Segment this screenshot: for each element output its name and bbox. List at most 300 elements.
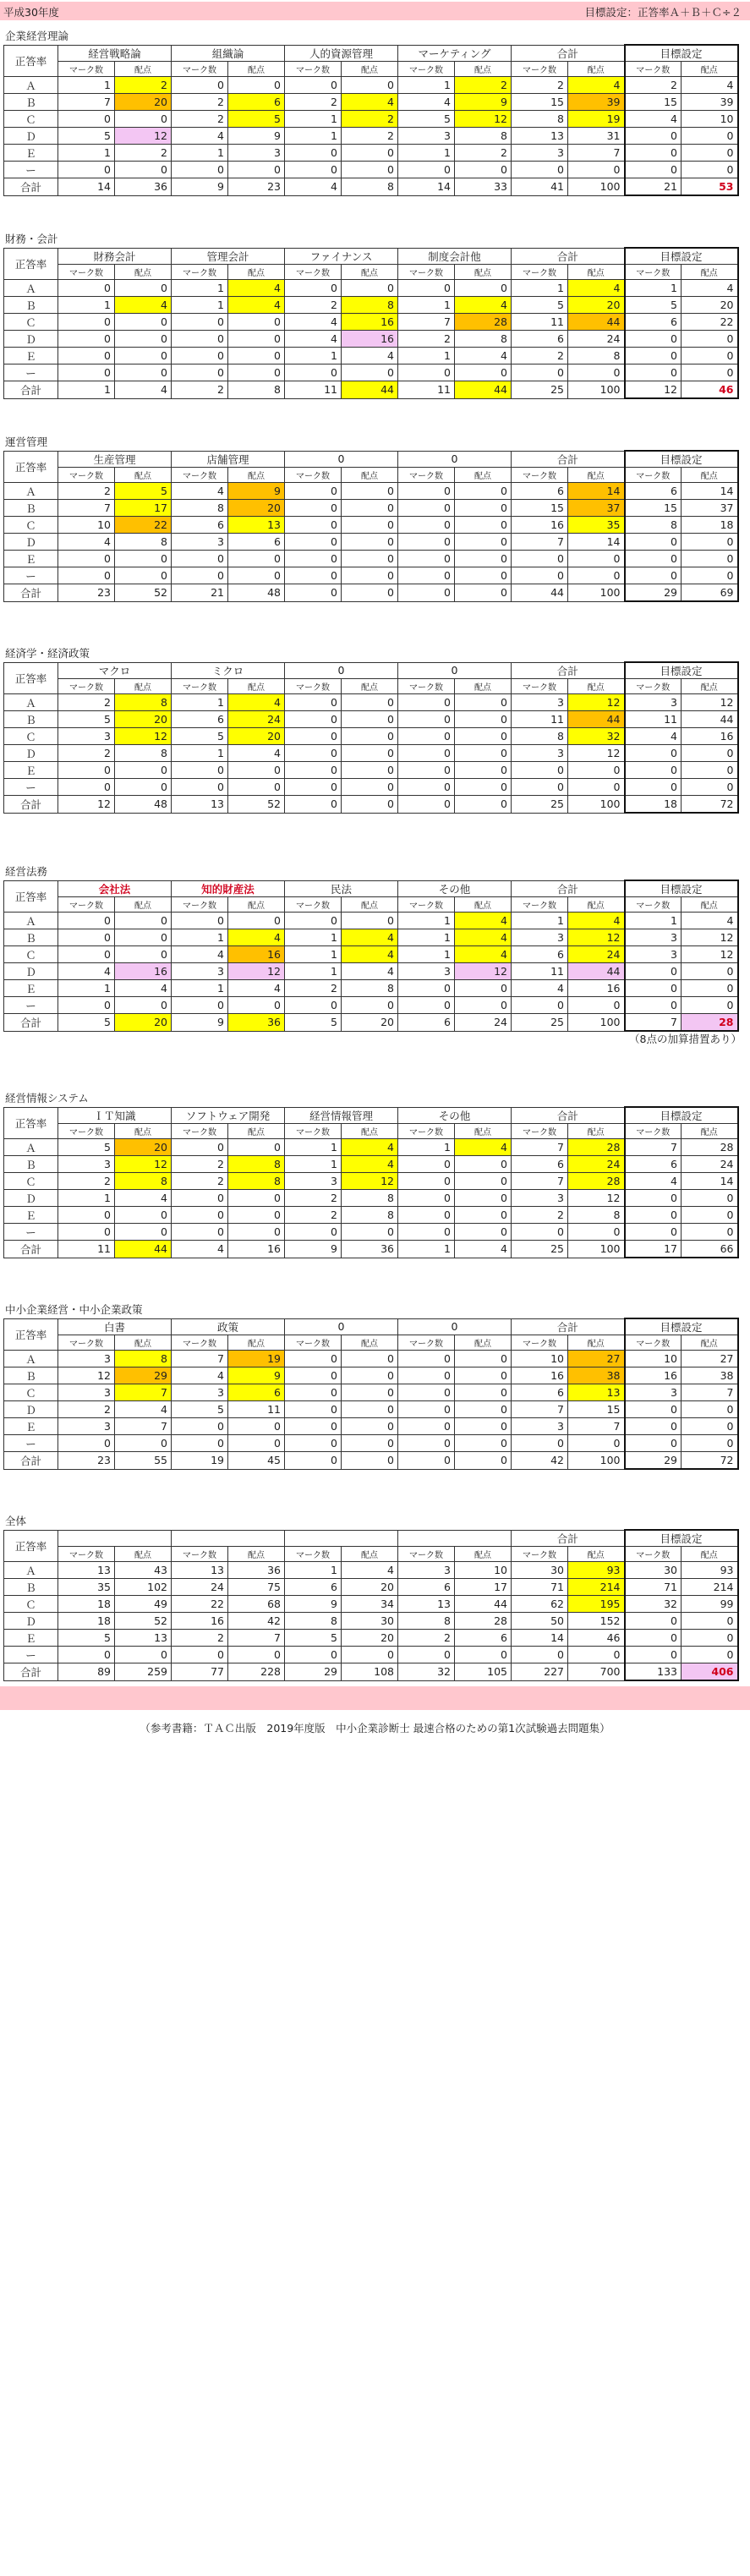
points-cell: 13	[228, 517, 285, 534]
subject-header: その他	[398, 1107, 512, 1124]
mark-count-cell: 8	[285, 1613, 342, 1630]
points-header: 配点	[682, 897, 738, 913]
points-cell: 8	[115, 694, 172, 711]
points-cell: 0	[342, 1435, 398, 1452]
mark-count-cell: 18	[625, 796, 682, 814]
mark-count-cell: 9	[285, 1241, 342, 1258]
points-cell: 0	[568, 162, 625, 178]
mark-count-cell: 0	[285, 1367, 342, 1384]
mark-count-cell: 4	[285, 331, 342, 348]
grade-label: Ａ	[4, 280, 58, 297]
points-cell: 12	[455, 111, 512, 128]
mark-count-cell: 0	[172, 567, 228, 584]
mark-count-cell: 3	[625, 1384, 682, 1401]
mark-count-cell: 42	[512, 1452, 568, 1470]
mark-count-header: マーク数	[398, 1124, 455, 1139]
mark-count-header: マーク数	[285, 1335, 342, 1351]
points-header: 配点	[568, 897, 625, 913]
mark-count-cell: 0	[398, 796, 455, 814]
mark-count-cell: 0	[285, 500, 342, 517]
score-sections	[0, 29, 750, 1681]
mark-count-cell: 0	[625, 745, 682, 762]
mark-count-cell: 0	[512, 567, 568, 584]
mark-count-header: マーク数	[398, 679, 455, 694]
mark-count-cell: 6	[398, 1579, 455, 1596]
grade-label: ー	[4, 997, 58, 1014]
mark-count-cell: 1	[398, 348, 455, 364]
grade-label: 合計	[4, 1014, 58, 1032]
points-cell: 4	[455, 1241, 512, 1258]
total-header: 合計	[512, 1530, 625, 1547]
points-cell: 13	[568, 1384, 625, 1401]
points-cell: 4	[455, 913, 512, 929]
mark-count-cell: 0	[625, 1207, 682, 1224]
mark-count-cell: 11	[512, 711, 568, 728]
subject-header	[58, 1530, 172, 1547]
mark-count-cell: 0	[58, 111, 115, 128]
mark-count-cell: 6	[398, 1014, 455, 1032]
mark-count-header: マーク数	[512, 1335, 568, 1351]
grade-label: Ａ	[4, 694, 58, 711]
points-cell: 0	[455, 745, 512, 762]
points-cell: 0	[682, 331, 738, 348]
mark-count-cell: 0	[285, 1647, 342, 1663]
mark-count-cell: 19	[172, 1452, 228, 1470]
points-header: 配点	[228, 468, 285, 483]
points-cell: 0	[228, 1418, 285, 1435]
mark-count-cell: 0	[512, 1435, 568, 1452]
mark-count-cell: 7	[625, 1014, 682, 1032]
points-header: 配点	[342, 468, 398, 483]
points-cell: 0	[568, 567, 625, 584]
points-cell: 228	[228, 1663, 285, 1681]
mark-count-cell: 0	[285, 913, 342, 929]
grade-label: Ａ	[4, 77, 58, 94]
subject-header: 白書	[58, 1318, 172, 1335]
points-cell: 0	[342, 1401, 398, 1418]
grade-label: ー	[4, 567, 58, 584]
mark-count-cell: 6	[625, 1156, 682, 1173]
points-cell: 0	[568, 997, 625, 1014]
mark-count-cell: 4	[58, 534, 115, 551]
points-cell: 0	[228, 1190, 285, 1207]
subject-header: 経営戦略論	[58, 45, 172, 62]
points-cell: 0	[455, 364, 512, 381]
mark-count-cell: 7	[58, 500, 115, 517]
grade-label: ー	[4, 1647, 58, 1663]
points-cell: 0	[455, 728, 512, 745]
points-cell: 39	[682, 94, 738, 111]
mark-count-cell: 1	[398, 913, 455, 929]
points-cell: 12	[682, 694, 738, 711]
points-cell: 0	[228, 1435, 285, 1452]
mark-count-cell: 0	[625, 997, 682, 1014]
mark-count-cell: 13	[172, 1562, 228, 1579]
grade-label: Ｃ	[4, 1173, 58, 1190]
points-cell: 22	[682, 314, 738, 331]
grade-label: Ｂ	[4, 711, 58, 728]
points-cell: 0	[682, 1190, 738, 1207]
mark-count-cell: 0	[398, 1190, 455, 1207]
subject-header: 人的資源管理	[285, 45, 398, 62]
mark-count-cell: 16	[625, 1367, 682, 1384]
mark-count-cell: 16	[172, 1613, 228, 1630]
points-cell: 0	[115, 929, 172, 946]
points-cell: 0	[455, 1384, 512, 1401]
points-cell: 33	[455, 178, 512, 196]
subject-header: ＩＴ知識	[58, 1107, 172, 1124]
mark-count-cell: 16	[512, 517, 568, 534]
points-cell: 0	[455, 534, 512, 551]
mark-count-cell: 11	[625, 711, 682, 728]
table-row	[4, 1190, 738, 1207]
points-cell: 4	[228, 745, 285, 762]
mark-count-cell: 0	[512, 551, 568, 567]
grade-label: 合計	[4, 1663, 58, 1681]
grade-label: Ｅ	[4, 1418, 58, 1435]
points-cell: 44	[455, 381, 512, 399]
points-header: 配点	[228, 679, 285, 694]
points-cell: 12	[568, 929, 625, 946]
table-row	[4, 728, 738, 745]
mark-count-cell: 0	[285, 1418, 342, 1435]
mark-count-cell: 6	[512, 331, 568, 348]
points-cell: 0	[682, 1630, 738, 1647]
mark-count-cell: 0	[398, 1367, 455, 1384]
mark-count-cell: 29	[285, 1663, 342, 1681]
mark-count-cell: 0	[398, 1351, 455, 1367]
section-0	[0, 29, 750, 196]
points-cell: 4	[228, 980, 285, 997]
points-cell: 7	[115, 1418, 172, 1435]
mark-count-cell: 8	[625, 517, 682, 534]
corner-label: 正答率	[4, 1107, 58, 1139]
points-cell: 8	[115, 534, 172, 551]
points-cell: 108	[342, 1663, 398, 1681]
table-row	[4, 1241, 738, 1258]
points-cell: 52	[115, 584, 172, 602]
points-cell: 0	[455, 1173, 512, 1190]
mark-count-cell: 1	[285, 111, 342, 128]
mark-count-cell: 14	[512, 1630, 568, 1647]
points-cell: 37	[682, 500, 738, 517]
mark-count-cell: 0	[172, 551, 228, 567]
mark-count-cell: 0	[58, 779, 115, 796]
points-cell: 0	[455, 980, 512, 997]
mark-count-header: マーク数	[58, 265, 115, 280]
mark-count-header: マーク数	[285, 1124, 342, 1139]
table-row	[4, 534, 738, 551]
points-header: 配点	[342, 1335, 398, 1351]
mark-count-cell: 2	[398, 1630, 455, 1647]
points-cell: 0	[682, 128, 738, 145]
mark-count-header: マーク数	[625, 468, 682, 483]
table-row	[4, 929, 738, 946]
mark-count-cell: 0	[398, 1401, 455, 1418]
table-row	[4, 1435, 738, 1452]
mark-count-header: マーク数	[58, 1124, 115, 1139]
points-cell: 4	[568, 913, 625, 929]
mark-count-header: マーク数	[512, 1547, 568, 1562]
grade-label: Ｄ	[4, 1401, 58, 1418]
points-cell: 24	[682, 1156, 738, 1173]
points-header: 配点	[455, 265, 512, 280]
points-cell: 4	[115, 980, 172, 997]
points-header: 配点	[228, 62, 285, 77]
mark-count-cell: 2	[172, 1156, 228, 1173]
subject-header: マーケティング	[398, 45, 512, 62]
target-header: 目標設定	[625, 248, 738, 265]
table-row	[4, 128, 738, 145]
points-cell: 52	[115, 1613, 172, 1630]
subject-header: 政策	[172, 1318, 285, 1335]
mark-count-cell: 0	[398, 1418, 455, 1435]
points-cell: 0	[342, 1647, 398, 1663]
points-cell: 14	[682, 1173, 738, 1190]
points-cell: 0	[455, 584, 512, 602]
mark-count-cell: 11	[512, 963, 568, 980]
mark-count-cell: 1	[58, 145, 115, 162]
table-row	[4, 348, 738, 364]
points-cell: 0	[342, 762, 398, 779]
grade-label: Ｅ	[4, 762, 58, 779]
points-cell: 32	[568, 728, 625, 745]
total-header: 合計	[512, 1107, 625, 1124]
points-cell: 30	[342, 1613, 398, 1630]
subject-header: マクロ	[58, 662, 172, 679]
points-cell: 8	[342, 1190, 398, 1207]
points-cell: 14	[568, 483, 625, 500]
points-cell: 100	[568, 796, 625, 814]
points-header: 配点	[455, 62, 512, 77]
points-cell: 0	[342, 694, 398, 711]
points-cell: 8	[228, 1156, 285, 1173]
mark-count-cell: 1	[625, 280, 682, 297]
score-table	[3, 1106, 739, 1258]
mark-count-cell: 3	[512, 1418, 568, 1435]
points-cell: 4	[115, 1190, 172, 1207]
mark-count-cell: 6	[172, 517, 228, 534]
grade-label: 合計	[4, 584, 58, 602]
table-row	[4, 162, 738, 178]
mark-count-cell: 0	[625, 162, 682, 178]
points-cell: 0	[115, 567, 172, 584]
mark-count-cell: 0	[512, 162, 568, 178]
points-cell: 0	[342, 551, 398, 567]
score-table	[3, 450, 739, 602]
points-cell: 0	[342, 779, 398, 796]
mark-count-cell: 4	[625, 728, 682, 745]
table-row	[4, 584, 738, 602]
mark-count-cell: 6	[512, 1384, 568, 1401]
points-cell: 0	[228, 314, 285, 331]
points-cell: 0	[342, 1224, 398, 1241]
target-header: 目標設定	[625, 662, 738, 679]
points-cell: 0	[682, 145, 738, 162]
mark-count-cell: 15	[625, 94, 682, 111]
mark-count-cell: 0	[398, 162, 455, 178]
mark-count-cell: 2	[58, 1401, 115, 1418]
grade-label: Ａ	[4, 1562, 58, 1579]
points-cell: 0	[228, 1139, 285, 1156]
mark-count-cell: 1	[172, 929, 228, 946]
grade-label: Ｅ	[4, 348, 58, 364]
points-cell: 0	[342, 1384, 398, 1401]
points-cell: 4	[455, 297, 512, 314]
mark-count-cell: 5	[58, 1014, 115, 1032]
mark-count-cell: 1	[398, 77, 455, 94]
grade-label: Ｃ	[4, 946, 58, 963]
points-cell: 0	[342, 796, 398, 814]
points-cell: 16	[568, 980, 625, 997]
points-header: 配点	[342, 62, 398, 77]
points-header: 配点	[455, 897, 512, 913]
table-row	[4, 364, 738, 381]
points-header: 配点	[115, 897, 172, 913]
total-header: 合計	[512, 662, 625, 679]
mark-count-cell: 4	[625, 1173, 682, 1190]
grade-label: Ａ	[4, 1351, 58, 1367]
points-cell: 53	[682, 178, 738, 196]
mark-count-cell: 15	[512, 94, 568, 111]
mark-count-cell: 0	[512, 997, 568, 1014]
points-cell: 0	[455, 1452, 512, 1470]
mark-count-cell: 0	[285, 1384, 342, 1401]
mark-count-cell: 4	[285, 314, 342, 331]
points-cell: 0	[568, 1224, 625, 1241]
points-cell: 4	[228, 297, 285, 314]
mark-count-cell: 4	[172, 128, 228, 145]
subject-header: ソフトウェア開発	[172, 1107, 285, 1124]
points-cell: 37	[568, 500, 625, 517]
points-cell: 0	[682, 779, 738, 796]
mark-count-cell: 6	[172, 711, 228, 728]
score-table	[3, 1318, 739, 1470]
mark-count-cell: 0	[58, 997, 115, 1014]
points-cell: 8	[342, 980, 398, 997]
mark-count-cell: 1	[285, 929, 342, 946]
mark-count-cell: 12	[625, 381, 682, 399]
points-cell: 14	[682, 483, 738, 500]
mark-count-header: マーク数	[398, 1335, 455, 1351]
points-cell: 0	[455, 1647, 512, 1663]
points-cell: 0	[115, 551, 172, 567]
grade-label: Ａ	[4, 913, 58, 929]
points-cell: 0	[342, 1351, 398, 1367]
mark-count-cell: 8	[172, 500, 228, 517]
grade-label: Ｄ	[4, 128, 58, 145]
points-cell: 0	[682, 534, 738, 551]
mark-count-cell: 7	[512, 1173, 568, 1190]
section-note: （8点の加算措置あり）	[629, 1033, 742, 1045]
mark-count-cell: 2	[285, 1207, 342, 1224]
table-row	[4, 1367, 738, 1384]
mark-count-cell: 0	[285, 796, 342, 814]
mark-count-header: マーク数	[285, 468, 342, 483]
points-cell: 2	[342, 128, 398, 145]
points-header: 配点	[568, 679, 625, 694]
mark-count-header: マーク数	[58, 1547, 115, 1562]
points-cell: 69	[682, 584, 738, 602]
table-row	[4, 94, 738, 111]
points-header: 配点	[455, 1547, 512, 1562]
points-cell: 93	[682, 1562, 738, 1579]
mark-count-cell: 0	[172, 1647, 228, 1663]
mark-count-header: マーク数	[172, 1335, 228, 1351]
mark-count-header: マーク数	[172, 468, 228, 483]
points-cell: 12	[115, 1156, 172, 1173]
mark-count-cell: 11	[58, 1241, 115, 1258]
mark-count-cell: 0	[512, 762, 568, 779]
mark-count-cell: 0	[398, 1224, 455, 1241]
mark-count-cell: 1	[58, 297, 115, 314]
mark-count-cell: 6	[512, 483, 568, 500]
mark-count-cell: 62	[512, 1596, 568, 1613]
mark-count-cell: 0	[58, 946, 115, 963]
points-cell: 0	[342, 77, 398, 94]
grade-label: 合計	[4, 1241, 58, 1258]
points-cell: 4	[455, 946, 512, 963]
subject-header: 組織論	[172, 45, 285, 62]
grade-label: Ｃ	[4, 314, 58, 331]
mark-count-cell: 29	[625, 584, 682, 602]
mark-count-cell: 14	[398, 178, 455, 196]
grade-label: Ｅ	[4, 1207, 58, 1224]
mark-count-header: マーク数	[512, 679, 568, 694]
points-cell: 24	[568, 1156, 625, 1173]
mark-count-cell: 0	[285, 1351, 342, 1367]
table-row	[4, 913, 738, 929]
mark-count-cell: 3	[625, 929, 682, 946]
mark-count-cell: 22	[172, 1596, 228, 1613]
mark-count-cell: 4	[172, 1241, 228, 1258]
mark-count-cell: 2	[58, 745, 115, 762]
mark-count-cell: 0	[58, 1647, 115, 1663]
points-cell: 0	[682, 1435, 738, 1452]
mark-count-cell: 2	[512, 1207, 568, 1224]
points-cell: 0	[455, 796, 512, 814]
mark-count-cell: 50	[512, 1613, 568, 1630]
points-header: 配点	[455, 468, 512, 483]
mark-count-cell: 0	[398, 483, 455, 500]
corner-label: 正答率	[4, 248, 58, 280]
points-cell: 9	[228, 1367, 285, 1384]
points-cell: 7	[568, 145, 625, 162]
points-cell: 38	[568, 1367, 625, 1384]
points-cell: 4	[682, 77, 738, 94]
grade-label: Ｃ	[4, 1596, 58, 1613]
points-cell: 100	[568, 1014, 625, 1032]
mark-count-cell: 21	[625, 178, 682, 196]
table-row	[4, 1139, 738, 1156]
mark-count-cell: 0	[172, 162, 228, 178]
points-cell: 0	[682, 364, 738, 381]
points-cell: 16	[228, 1241, 285, 1258]
points-cell: 102	[115, 1579, 172, 1596]
mark-count-cell: 3	[58, 1156, 115, 1173]
grade-label: Ｄ	[4, 534, 58, 551]
points-cell: 12	[568, 694, 625, 711]
mark-count-cell: 0	[58, 348, 115, 364]
points-header: 配点	[342, 679, 398, 694]
mark-count-cell: 0	[398, 694, 455, 711]
mark-count-cell: 11	[285, 381, 342, 399]
mark-count-cell: 0	[58, 551, 115, 567]
mark-count-cell: 10	[512, 1351, 568, 1367]
mark-count-header: マーク数	[625, 1335, 682, 1351]
mark-count-cell: 3	[398, 1562, 455, 1579]
grade-label: Ｂ	[4, 500, 58, 517]
